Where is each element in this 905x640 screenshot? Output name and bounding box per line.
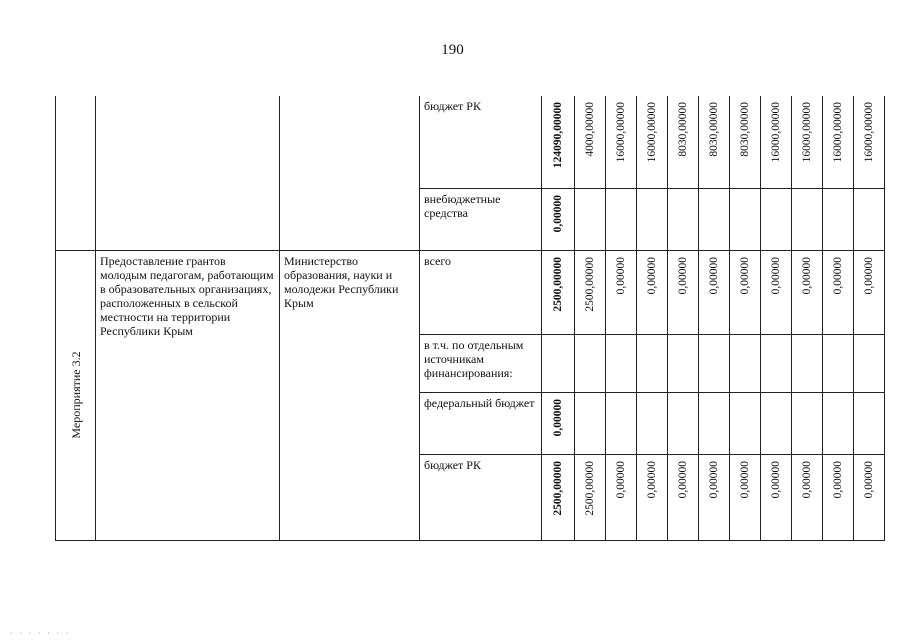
year-value: 0,00000 <box>832 256 844 294</box>
year-value: 0,00000 <box>615 460 627 498</box>
year-value-cell <box>761 454 792 540</box>
year-value-cell <box>575 188 606 250</box>
year-value-cell <box>637 250 668 334</box>
year-value-cell <box>668 392 699 454</box>
page-number: 190 <box>441 42 464 58</box>
year-value-cell <box>761 96 792 188</box>
source-cell <box>420 454 542 540</box>
year-value-cell <box>668 454 699 540</box>
year-value: 0,00000 <box>801 256 813 294</box>
year-value-cell <box>699 334 730 392</box>
source-cell <box>420 334 542 392</box>
source-label: внебюджетные средства <box>424 191 501 220</box>
year-value-cell <box>606 96 637 188</box>
year-value-cell <box>575 392 606 454</box>
year-value-cell <box>668 96 699 188</box>
year-value-cell <box>823 454 854 540</box>
year-value: 0,00000 <box>646 256 658 294</box>
year-value: 0,00000 <box>863 460 875 498</box>
prev-executor-cell <box>280 96 420 250</box>
year-value-cell <box>606 392 637 454</box>
year-value-cell <box>606 334 637 392</box>
prev-label-cell <box>56 96 96 250</box>
total-cell <box>542 392 575 454</box>
year-value: 0,00000 <box>708 256 720 294</box>
measure-name-cell <box>96 250 280 540</box>
total-value: 124090,00000 <box>552 102 564 169</box>
year-value: 2500,00000 <box>584 256 596 312</box>
year-value: 16000,00000 <box>770 102 782 163</box>
year-value: 0,00000 <box>708 460 720 498</box>
source-cell <box>420 392 542 454</box>
year-value-cell <box>854 454 885 540</box>
year-value-cell <box>730 334 761 392</box>
year-value: 8030,00000 <box>739 102 751 157</box>
year-value: 16000,00000 <box>646 102 658 163</box>
year-value-cell <box>823 250 854 334</box>
year-value-cell <box>730 188 761 250</box>
year-value: 0,00000 <box>646 460 658 498</box>
source-label: федеральный бюджет <box>424 395 535 410</box>
year-value-cell <box>792 392 823 454</box>
year-value: 0,00000 <box>677 256 689 294</box>
year-value-cell <box>637 96 668 188</box>
measure-label-cell <box>56 250 96 540</box>
year-value-cell <box>606 250 637 334</box>
year-value-cell <box>854 392 885 454</box>
year-value-cell <box>792 334 823 392</box>
year-value-cell <box>730 250 761 334</box>
year-value-cell <box>823 96 854 188</box>
year-value-cell <box>699 96 730 188</box>
year-value-cell <box>668 188 699 250</box>
measure-name: Предоставление грантов молодым педагогам, работающим в образовательных организациях, расположенных в сельской местности на территории Республики Крым <box>100 253 274 338</box>
year-value-cell <box>606 188 637 250</box>
year-value-cell <box>792 188 823 250</box>
year-value-cell <box>699 250 730 334</box>
year-value: 4000,00000 <box>584 102 596 157</box>
year-value-cell <box>761 392 792 454</box>
year-value-cell <box>854 334 885 392</box>
year-value: 0,00000 <box>770 460 782 498</box>
year-value-cell <box>699 188 730 250</box>
year-value: 0,00000 <box>832 460 844 498</box>
year-value-cell <box>606 454 637 540</box>
year-value-cell <box>730 454 761 540</box>
total-cell <box>542 250 575 334</box>
year-value: 0,00000 <box>615 256 627 294</box>
year-value-cell <box>792 96 823 188</box>
year-value-cell <box>792 250 823 334</box>
year-value-cell <box>730 96 761 188</box>
year-value-cell <box>761 334 792 392</box>
total-value: 0,00000 <box>552 194 564 232</box>
year-value-cell <box>730 392 761 454</box>
total-cell <box>542 454 575 540</box>
table-row <box>56 96 885 188</box>
year-value-cell <box>637 334 668 392</box>
year-value-cell <box>854 188 885 250</box>
year-value-cell <box>823 188 854 250</box>
scan-artifact: · · · · · · · <box>10 628 71 638</box>
year-value: 0,00000 <box>770 256 782 294</box>
measure-label: Мероприятие 3.2 <box>68 351 83 439</box>
source-cell <box>420 250 542 334</box>
total-value: 0,00000 <box>552 398 564 436</box>
funding-table <box>55 96 885 541</box>
year-value-cell <box>823 392 854 454</box>
year-value-cell <box>668 250 699 334</box>
prev-name-cell <box>96 96 280 250</box>
year-value-cell <box>575 454 606 540</box>
source-label: бюджет РК <box>424 99 481 113</box>
year-value: 16000,00000 <box>863 102 875 163</box>
measure-executor: Министерство образования, науки и молодежи Республики Крым <box>284 253 399 310</box>
year-value-cell <box>637 188 668 250</box>
year-value: 2500,00000 <box>584 460 596 516</box>
year-value: 0,00000 <box>801 460 813 498</box>
year-value: 8030,00000 <box>708 102 720 157</box>
year-value: 0,00000 <box>863 256 875 294</box>
year-value-cell <box>854 250 885 334</box>
year-value: 16000,00000 <box>832 102 844 163</box>
source-cell <box>420 96 542 188</box>
year-value-cell <box>761 250 792 334</box>
total-value: 2500,00000 <box>552 460 564 516</box>
total-cell <box>542 96 575 188</box>
year-value-cell <box>823 334 854 392</box>
year-value-cell <box>792 454 823 540</box>
year-value-cell <box>637 454 668 540</box>
measure-executor-cell <box>280 250 420 540</box>
year-value: 16000,00000 <box>615 102 627 163</box>
year-value-cell <box>854 96 885 188</box>
year-value-cell <box>699 454 730 540</box>
total-cell <box>542 188 575 250</box>
year-value-cell <box>637 392 668 454</box>
year-value-cell <box>575 96 606 188</box>
source-cell <box>420 188 542 250</box>
total-value: 2500,00000 <box>552 256 564 312</box>
year-value: 0,00000 <box>739 460 751 498</box>
year-value-cell <box>699 392 730 454</box>
year-value: 0,00000 <box>739 256 751 294</box>
year-value: 8030,00000 <box>677 102 689 157</box>
year-value-cell <box>575 250 606 334</box>
total-cell <box>542 334 575 392</box>
year-value: 0,00000 <box>677 460 689 498</box>
source-label: бюджет РК <box>424 457 481 472</box>
year-value-cell <box>761 188 792 250</box>
source-label: в т.ч. по отдельным источникам финансирования: <box>424 337 524 380</box>
year-value: 16000,00000 <box>801 102 813 163</box>
source-label: всего <box>424 253 452 268</box>
table-row <box>56 250 885 334</box>
year-value-cell <box>668 334 699 392</box>
year-value-cell <box>575 334 606 392</box>
